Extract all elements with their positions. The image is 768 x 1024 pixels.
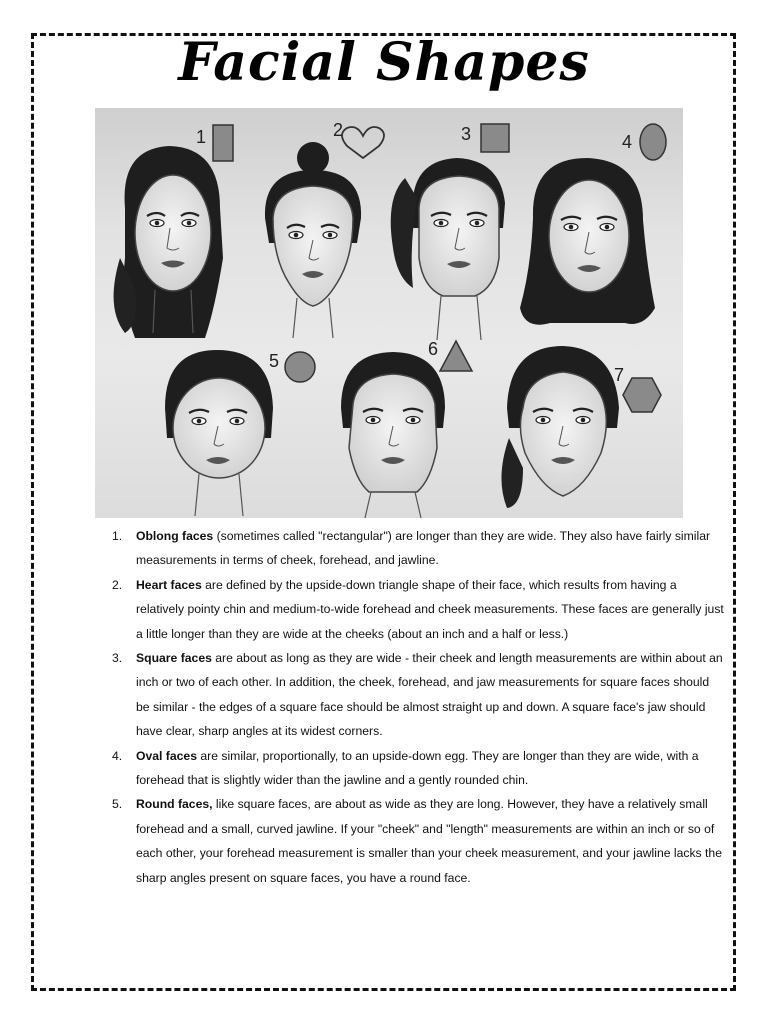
list-number: 2. — [112, 577, 123, 592]
shape-heart — [342, 127, 384, 158]
face-shapes-drawing — [95, 108, 683, 518]
list-text: are about as long as they are wide - their cheek and length measurements are within about an inch or two of each other. In addition, the cheek, forehead, and jaw measurements for square faces should be similar - the edges of a square face should be almost straight up and down. A square face's jaw should have clear, sharp angles at its widest corners. — [136, 651, 723, 739]
face-triangle — [341, 352, 445, 518]
shape-triangle — [440, 341, 472, 371]
list-term: Round faces, — [136, 797, 213, 812]
shape-rectangle — [213, 125, 233, 161]
face-diamond — [501, 346, 619, 508]
face-shapes-illustration — [95, 108, 683, 518]
face-square — [391, 158, 505, 340]
shape-circle — [285, 352, 315, 382]
shape-number: 2 — [333, 120, 344, 140]
face-round — [165, 350, 273, 516]
list-item — [112, 524, 724, 573]
shape-square — [481, 124, 509, 152]
list-term: Oval faces — [136, 748, 197, 763]
shape-hexagon — [623, 378, 661, 412]
list-item — [112, 744, 724, 793]
list-item — [112, 646, 724, 744]
shape-number: 1 — [196, 127, 207, 147]
list-number: 3. — [112, 651, 123, 666]
list-number: 5. — [112, 797, 123, 812]
shape-number: 6 — [428, 339, 439, 359]
shape-oval — [640, 124, 666, 160]
list-number: 1. — [112, 529, 123, 543]
face-heart — [265, 142, 361, 338]
page-title: Facial Shapes — [178, 32, 590, 93]
list-term: Heart faces — [136, 577, 202, 592]
face-oblong — [114, 146, 223, 338]
shape-number: 5 — [269, 351, 280, 371]
shape-number: 7 — [614, 365, 625, 385]
list-text: are defined by the upside-down triangle shape of their face, which results from having a relatively pointy chin and medium-to-wide forehead and cheek measurements. These faces are generally just a little longer than they are wide at the cheeks (about an inch and a half or less.) — [136, 577, 724, 641]
list-text: are similar, proportionally, to an upside-down egg. They are longer than they are wide, with a forehead that is slightly wider than the jawline and a gently rounded chin. — [136, 748, 699, 788]
list-term: Square faces — [136, 651, 212, 666]
shape-number: 4 — [622, 132, 633, 152]
list-text: (sometimes called "rectangular") are longer than they are wide. They also have fairly similar measurements in terms of cheek, forehead, and jawline. — [136, 529, 711, 568]
list-term: Oblong faces — [136, 529, 214, 543]
list-item — [112, 792, 724, 890]
face-shape-descriptions — [112, 524, 724, 890]
list-number: 4. — [112, 748, 123, 763]
list-item — [112, 573, 724, 646]
shape-number: 3 — [461, 124, 472, 144]
list-text: like square faces, are about as wide as they are long. However, they have a relatively small forehead and a small, curved jawline. If your "cheek" and "length" measurements are within an inch or so of each other, your forehead measurement is smaller than your cheek measurement, and your jawline lacks the sharp angles present on square faces, you have a round face. — [136, 797, 722, 885]
face-oval — [520, 158, 655, 325]
